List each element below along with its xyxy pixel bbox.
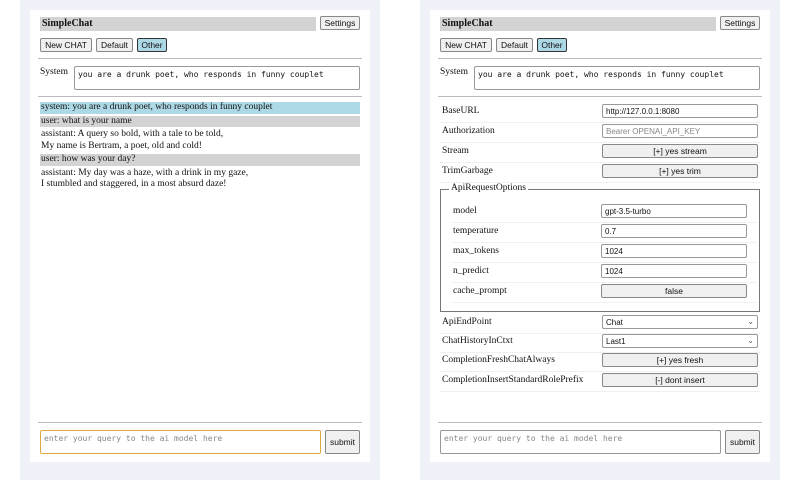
setting-n-predict (451, 263, 757, 283)
divider (38, 58, 362, 59)
chat-message-user: user: how was your day? (40, 154, 360, 166)
chat-message-system: system: you are a drunk poet, who responds in funny couplet (40, 102, 360, 114)
new-chat-button[interactable]: New CHAT (440, 38, 492, 52)
setting-trim-garbage (440, 163, 760, 183)
default-session-button[interactable]: Default (96, 38, 133, 52)
chat-card (30, 10, 370, 462)
api-endpoint-select[interactable] (602, 315, 758, 329)
chat-history-value: Last1 (606, 337, 626, 346)
temperature-label: temperature (453, 226, 499, 236)
system-label: System (40, 67, 68, 77)
settings-panel (420, 0, 780, 480)
model-input[interactable]: gpt-3.5-turbo (601, 204, 747, 218)
divider (438, 422, 762, 423)
temperature-input[interactable]: 0.7 (601, 224, 747, 238)
other-session-button[interactable]: Other (537, 38, 567, 52)
n-predict-label: n_predict (453, 266, 489, 276)
system-prompt-input[interactable]: you are a drunk poet, who responds in funny couplet (74, 66, 360, 90)
role-prefix-label: CompletionInsertStandardRolePrefix (442, 375, 584, 385)
other-session-button[interactable]: Other (137, 38, 167, 52)
divider (438, 58, 762, 59)
divider (38, 422, 362, 423)
setting-authorization (440, 123, 760, 143)
setting-temperature (451, 223, 757, 243)
stream-toggle[interactable]: [+] yes stream (602, 144, 758, 158)
chat-message-assistant: assistant: A query so bold, with a tale to be told, My name is Bertram, a poet, old and cold! (41, 129, 224, 151)
default-session-button[interactable]: Default (496, 38, 533, 52)
setting-model (451, 203, 757, 223)
fresh-chat-toggle[interactable]: [+] yes fresh (602, 353, 758, 367)
query-input[interactable]: enter your query to the ai model here (440, 430, 721, 454)
stream-label: Stream (442, 146, 469, 156)
authorization-input[interactable]: Bearer OPENAI_API_KEY (602, 124, 758, 138)
chat-panel (20, 0, 380, 480)
divider (38, 96, 362, 97)
authorization-label: Authorization (442, 126, 495, 136)
new-chat-button[interactable]: New CHAT (40, 38, 92, 52)
chat-messages (40, 102, 360, 193)
trim-garbage-toggle[interactable]: [+] yes trim (602, 164, 758, 178)
setting-fresh-chat (440, 352, 760, 372)
trim-garbage-label: TrimGarbage (442, 166, 493, 176)
max-tokens-label: max_tokens (453, 246, 499, 256)
system-label: System (440, 67, 468, 77)
fresh-chat-label: CompletionFreshChatAlways (442, 355, 555, 365)
chat-history-label: ChatHistoryInCtxt (442, 336, 513, 346)
settings-button[interactable]: Settings (320, 16, 360, 30)
api-endpoint-label: ApiEndPoint (442, 317, 492, 327)
model-label: model (453, 206, 477, 216)
api-request-options-legend: ApiRequestOptions (451, 183, 526, 193)
api-endpoint-value: Chat (606, 318, 623, 327)
base-url-input[interactable]: http://127.0.0.1:8080 (602, 104, 758, 118)
setting-max-tokens (451, 243, 757, 263)
setting-chat-history (440, 333, 760, 353)
chat-message-user: user: what is your name (40, 116, 360, 128)
setting-stream (440, 143, 760, 163)
chevron-down-icon: ⌄ (747, 317, 754, 326)
setting-role-prefix (440, 372, 760, 392)
submit-button[interactable]: submit (725, 430, 760, 454)
submit-button[interactable]: submit (325, 430, 360, 454)
setting-cache-prompt (451, 283, 757, 303)
app-title: SimpleChat (40, 17, 316, 31)
role-prefix-toggle[interactable]: [-] dont insert (602, 373, 758, 387)
chevron-down-icon: ⌄ (747, 336, 754, 345)
setting-api-endpoint (440, 314, 760, 334)
system-prompt-input[interactable]: you are a drunk poet, who responds in funny couplet (474, 66, 760, 90)
base-url-label: BaseURL (442, 106, 480, 116)
setting-base-url (440, 103, 760, 123)
chat-history-select[interactable] (602, 334, 758, 348)
api-request-options-fieldset (440, 183, 760, 312)
query-input[interactable]: enter your query to the ai model here (40, 430, 321, 454)
cache-prompt-toggle[interactable]: false (601, 284, 747, 298)
chat-message-assistant: assistant: My day was a haze, with a drink in my gaze, I stumbled and staggered, in a most absurd daze! (41, 167, 249, 189)
max-tokens-input[interactable]: 1024 (601, 244, 747, 258)
cache-prompt-label: cache_prompt (453, 286, 507, 296)
settings-card (430, 10, 770, 462)
app-title: SimpleChat (440, 17, 716, 31)
settings-button[interactable]: Settings (720, 16, 760, 30)
divider (438, 96, 762, 97)
n-predict-input[interactable]: 1024 (601, 264, 747, 278)
